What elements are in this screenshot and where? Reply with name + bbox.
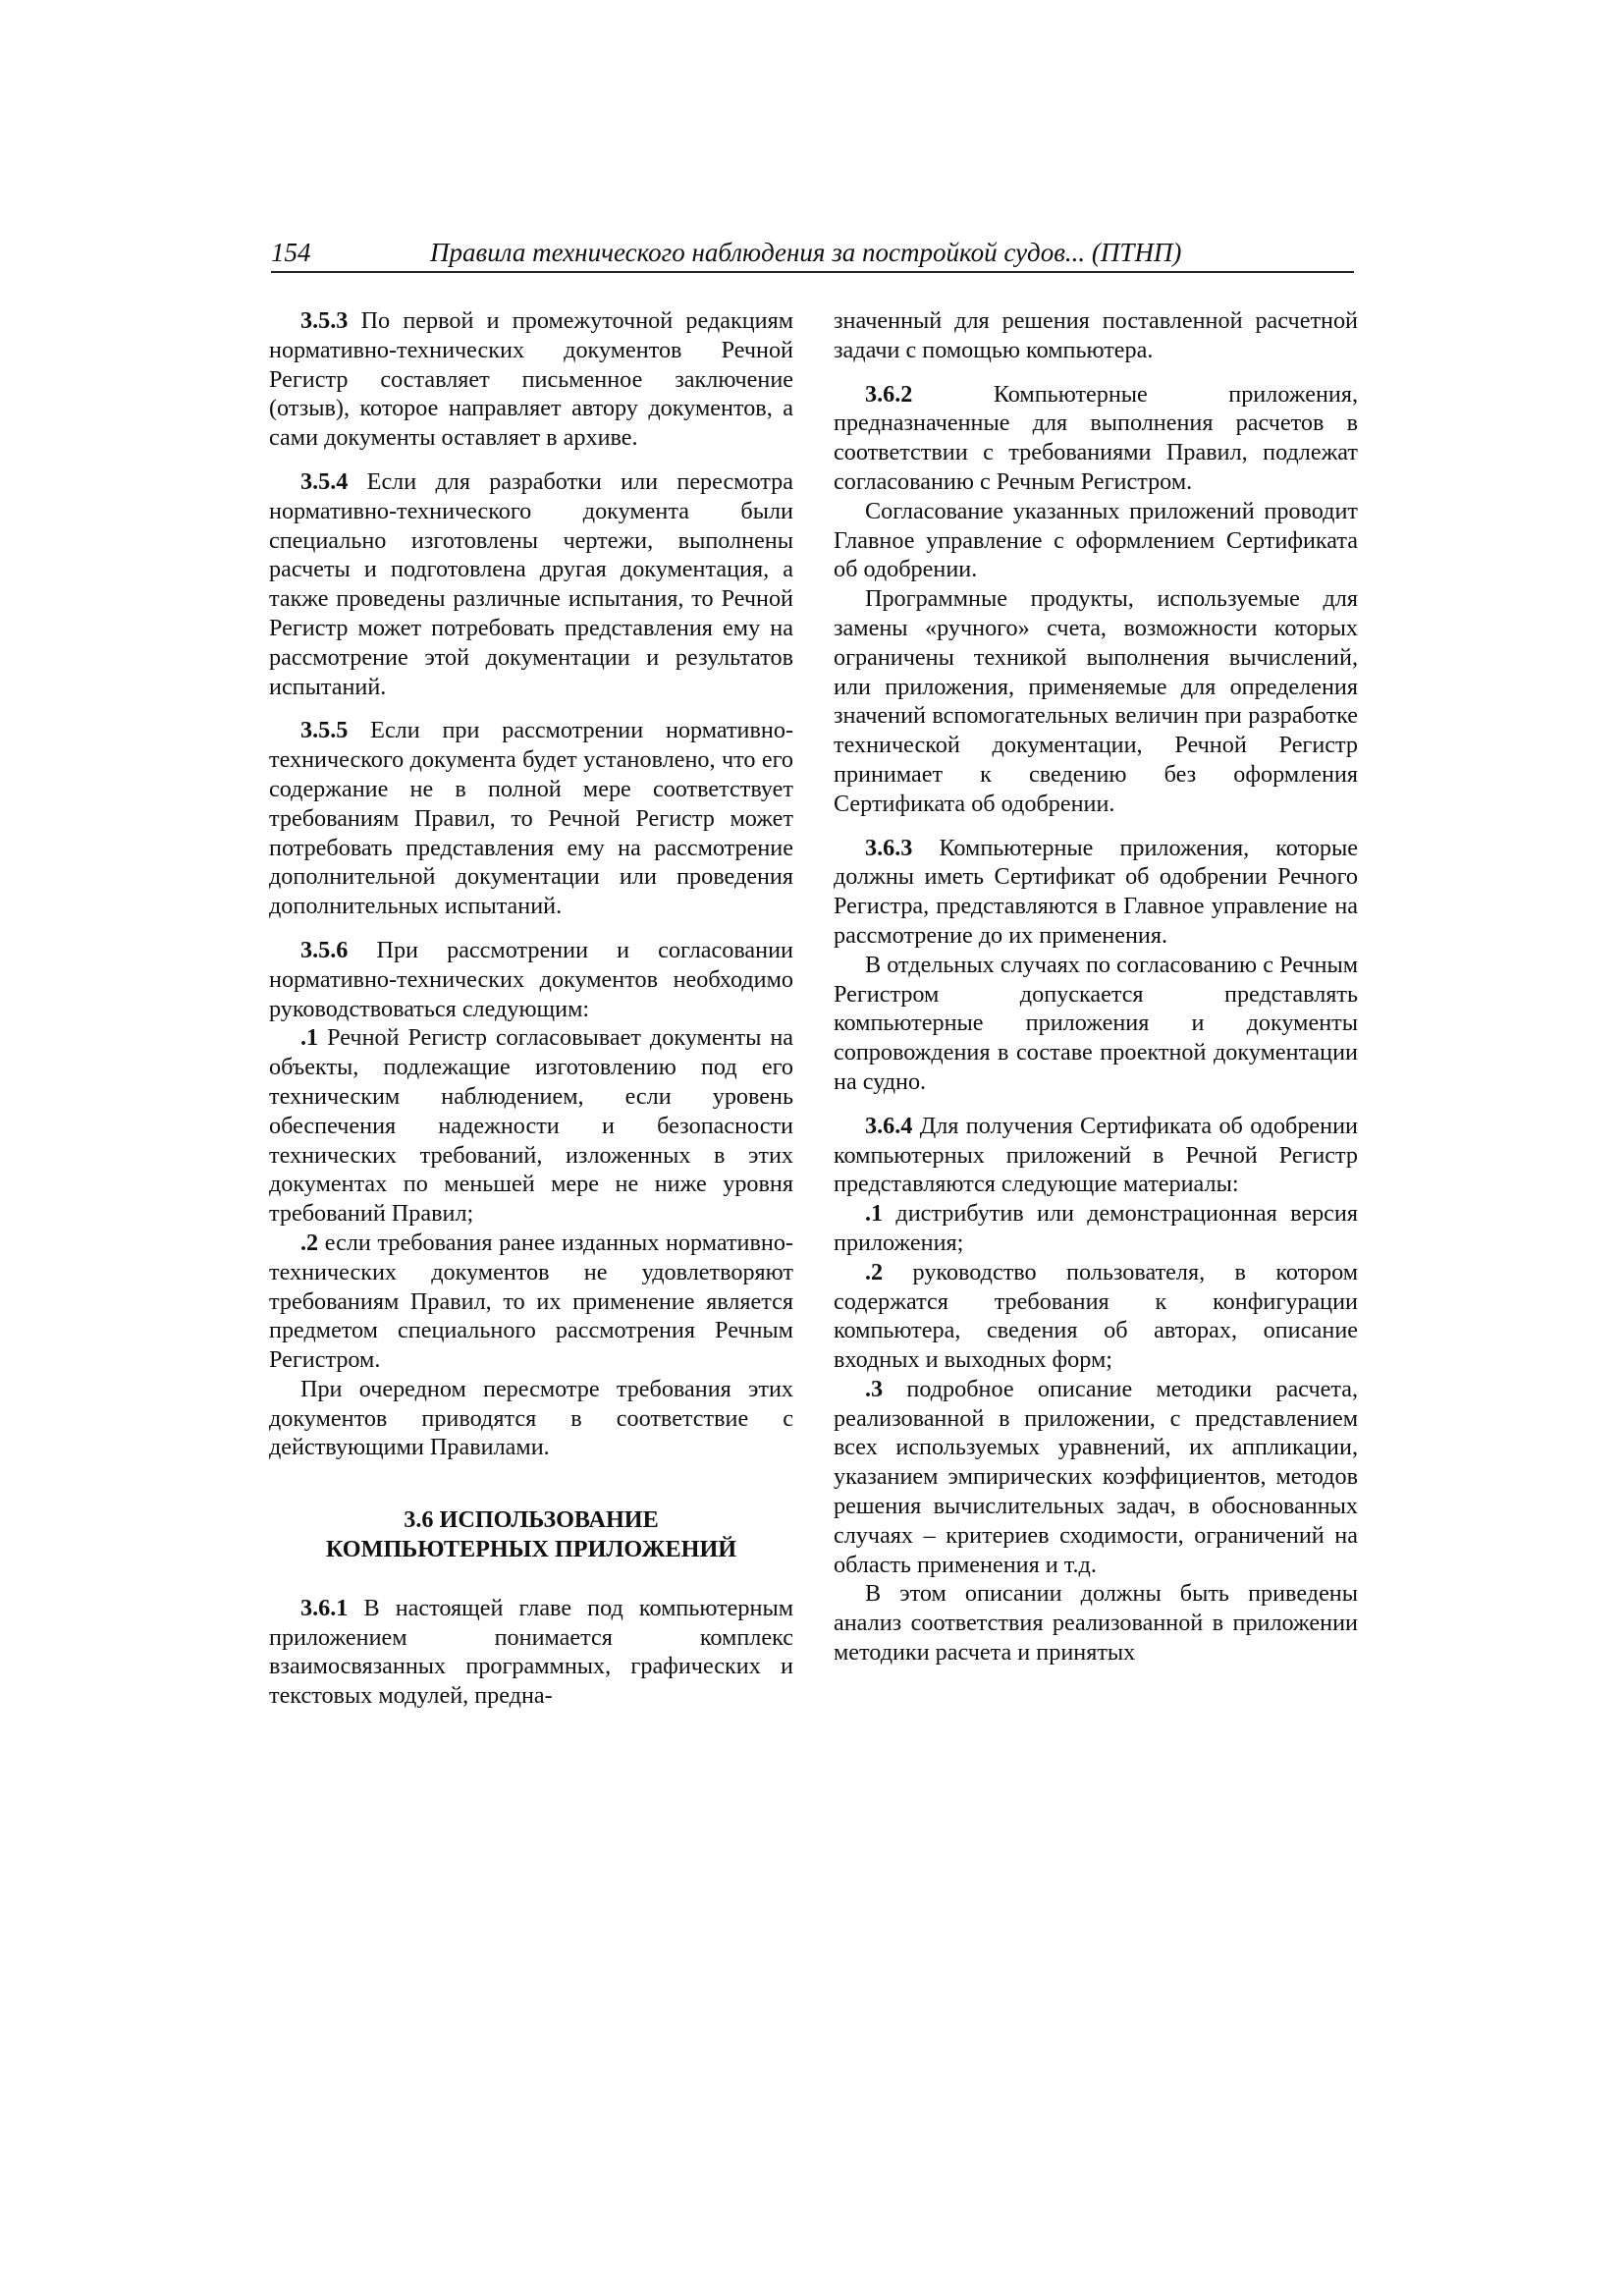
item-number: .3: [865, 1375, 884, 1402]
paragraph-text: Если при рассмотрении нормативно-технического документа будет установлено, что его содержание не в полной мере соответствует требованиям Правил, то Речной Регистр может потребовать представления ему на рассмотрение дополнительной документации или проведения дополнительных испытаний.: [269, 717, 793, 920]
list-item-1: [834, 1199, 1358, 1258]
paragraph-text: дистрибутив или демонстрационная версия приложения;: [834, 1200, 1358, 1256]
paragraph-text: руководство пользователя, в котором содержатся требования к конфигурации компьютера, сведения об авторах, описание входных и выходных форм;: [834, 1258, 1359, 1374]
paragraph-3-6-3: [834, 834, 1358, 951]
paragraph-3-6-1: [269, 1594, 793, 1711]
paragraph-text: подробное описание методики расчета, реализованной в приложении, с представлением всех используемых уравнений, их аппликации, указанием эмпирических коэффициентов, методов решения вычислительных задач, в обоснованных случаях – критериев сходимости, ограничений на область применения и т.д.: [834, 1375, 1358, 1578]
paragraph-text-block: В отдельных случаях по согласованию с Речным Регистром допускается представлять компьютерные приложения и документы сопровождения в составе проектной документации на судно.: [834, 951, 1358, 1095]
paragraph-text: Компьютерные приложения, предназначенные для выполнения расчетов в соответствии с требованиями Правил, подлежат согласованию с Речным Регистром.: [834, 380, 1358, 495]
page-number: 154: [271, 238, 311, 267]
paragraph-text: Речной Регистр согласовывает документы на объекты, подлежащие изготовлению под его техническим наблюдением, если уровень обеспечения надежности и безопасности технических требований, изложенных в этих документах по меньшей мере не ниже уровня требований Правил;: [269, 1024, 793, 1228]
paragraph-text-block: В этом описании должны быть приведены анализ соответствия реализованной в приложении методики расчета и принятых: [834, 1580, 1358, 1667]
paragraph-3-5-4: [269, 467, 793, 701]
paragraph-text-block: Программные продукты, используемые для замены «ручного» счета, возможности которых ограничены техникой выполнения вычислений, или приложения, применяемые для определения значений вспомогательных величин при разработке технической документации, Речной Регистр принимает к сведению без оформления Сертификата об одобрении.: [834, 585, 1358, 817]
left-column: [269, 306, 793, 1711]
paragraph-text-block: Согласование указанных приложений проводит Главное управление с оформлением Сертификата об одобрении.: [834, 497, 1358, 583]
paragraph-text: Если для разработки или пересмотра нормативно-технического документа были специально изготовлены чертежи, выполнены расчеты и подготовлена другая документация, а также проведены различные испытания, то Речной Регистр может потребовать представления ему на рассмотрение этой документации и результатов испытаний.: [269, 467, 794, 700]
paragraph-text: если требования ранее изданных нормативно-технических документов не удовлетворяют требованиям Правил, то их применение является предметом специального рассмотрения Речным Регистром.: [269, 1229, 793, 1374]
paragraph-text: Для получения Сертификата об одобрении компьютерных приложений в Речной Регистр представляются следующие материалы:: [834, 1112, 1358, 1198]
paragraph-3-5-5: [269, 716, 793, 921]
clause-number: 3.5.3: [300, 307, 349, 334]
paragraph-continuation: значенный для решения поставленной расчетной задачи с помощью компьютера.: [834, 307, 1358, 363]
list-item-2: [834, 1258, 1358, 1375]
paragraph-text-block: При очередном пересмотре требования этих документов приводятся в соответствие с действующими Правилами.: [269, 1375, 793, 1461]
item-number: .2: [300, 1229, 319, 1256]
list-item-3: [834, 1375, 1358, 1580]
clause-number: 3.6.1: [300, 1594, 349, 1621]
item-number: .2: [865, 1258, 884, 1285]
clause-number: 3.5.5: [300, 717, 349, 744]
list-item-2: [269, 1229, 793, 1375]
paragraph-3-5-3: [269, 306, 793, 453]
clause-number: 3.6.3: [865, 834, 913, 861]
paragraph-3-6-2: [834, 380, 1358, 497]
list-item-1: [269, 1023, 793, 1229]
paragraph-text: По первой и промежуточной редакциям нормативно-технических документов Речной Регистр составляет письменное заключение (отзыв), которое направляет автору документов, а сами документы оставляет в архиве.: [269, 307, 794, 452]
paragraph-text: При рассмотрении и согласовании нормативно-технических документов необходимо руководствоваться следующим:: [269, 936, 793, 1022]
clause-number: 3.6.2: [865, 380, 913, 408]
page-header: [271, 238, 1354, 273]
section-title-line-1: 3.6 ИСПОЛЬЗОВАНИЕ: [404, 1506, 659, 1534]
clause-number: 3.5.4: [300, 467, 349, 495]
right-column: [834, 306, 1358, 1667]
paragraph-text: В настоящей главе под компьютерным приложением понимается комплекс взаимосвязанных программных, графических и текстовых модулей, предна-: [269, 1594, 794, 1710]
clause-number: 3.6.4: [865, 1112, 913, 1139]
section-title-line-2: КОМПЬЮТЕРНЫХ ПРИЛОЖЕНИЙ: [325, 1536, 737, 1563]
section-heading: [269, 1505, 793, 1564]
paragraph-3-5-6: [269, 936, 793, 1023]
running-title: Правила технического наблюдения за постройкой судов... (ПТНП): [430, 238, 1182, 267]
paragraph-text: Компьютерные приложения, которые должны иметь Сертификат об одобрении Речного Регистра, представляются в Главное управление на рассмотрение до их применения.: [834, 834, 1358, 949]
item-number: .1: [865, 1200, 884, 1228]
item-number: .1: [300, 1024, 319, 1052]
paragraph-3-6-4: [834, 1112, 1358, 1199]
clause-number: 3.5.6: [300, 936, 349, 963]
